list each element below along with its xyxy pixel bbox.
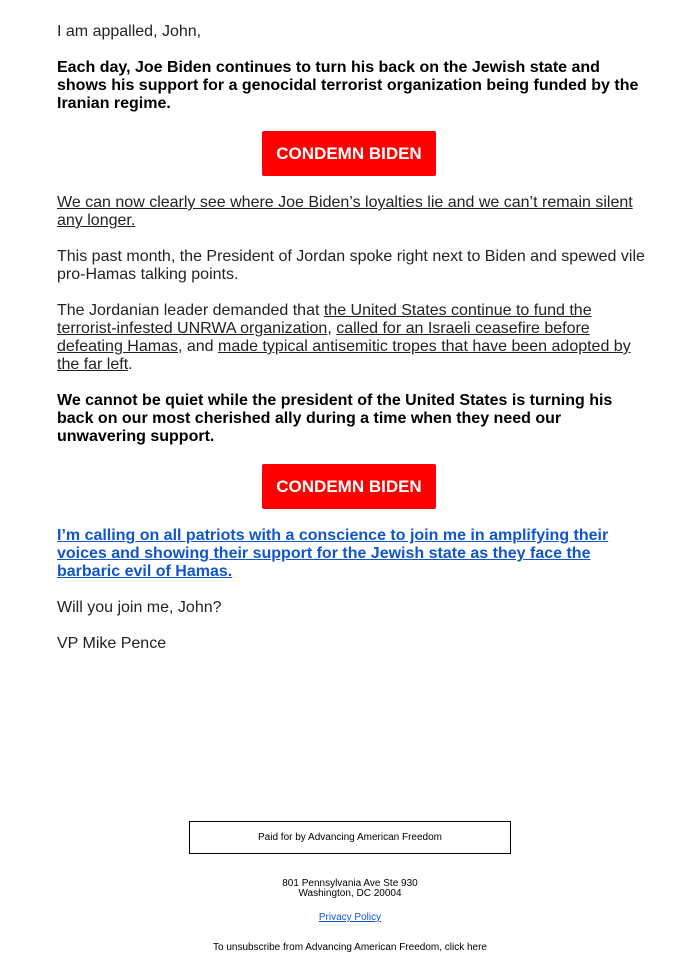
signature: VP Mike Pence xyxy=(57,635,167,652)
address-line-2: Washington, DC 20004 xyxy=(298,888,402,899)
condemn-biden-button[interactable]: CONDEMN BIDEN xyxy=(262,131,436,176)
jordan-paragraph xyxy=(57,302,647,374)
cta-wrapper-2 xyxy=(57,464,641,509)
unrwa-link[interactable]: the United States continue to fund the terrorist-infested UNRWA organization xyxy=(57,302,592,337)
cta-wrapper-1 xyxy=(57,131,641,176)
loyalties-paragraph xyxy=(57,194,647,230)
paid-for-box xyxy=(189,821,511,854)
quiet-paragraph: We cannot be quiet while the president of the United States is turning his back on our most cherished ally during a time when they need our unwavering support. xyxy=(57,392,613,445)
intro-paragraph: Each day, Joe Biden continues to turn his back on the Jewish state and shows his support for a genocidal terrorist organization being funded by the Iranian regime. xyxy=(57,59,639,112)
past-month-paragraph: This past month, the President of Jordan spoke right next to Biden and spewed vile pro-Hamas talking points. xyxy=(57,248,645,283)
address-line-1: 801 Pennsylvania Ave Ste 930 xyxy=(282,878,418,889)
loyalties-link[interactable]: We can now clearly see where Joe Biden’s loyalties lie and we can’t remain silent any longer. xyxy=(57,194,633,229)
jordan-prefix: The Jordanian leader demanded that xyxy=(57,302,324,319)
privacy-row xyxy=(0,913,700,923)
jordan-sep-2: , and xyxy=(177,338,218,355)
condemn-biden-button-2[interactable]: CONDEMN BIDEN xyxy=(262,464,436,509)
jordan-suffix: . xyxy=(128,356,133,373)
unsubscribe-text[interactable]: To unsubscribe from Advancing American Freedom, click here xyxy=(212,942,487,953)
patriots-link[interactable]: I’m calling on all patriots with a conscience to join me in amplifying their voices and showing their support for the Jewish state as they face the barbaric evil of Hamas. xyxy=(57,527,609,580)
join-question: Will you join me, John? xyxy=(57,599,222,616)
paid-for-text: Paid for by Advancing American Freedom xyxy=(258,832,442,843)
jordan-sep-1: , xyxy=(327,320,337,337)
privacy-policy-link[interactable]: Privacy Policy xyxy=(318,912,382,923)
ceasefire-link[interactable]: called for an Israeli ceasefire before defeating Hamas xyxy=(57,320,590,355)
greeting: I am appalled, John, xyxy=(57,23,202,40)
patriots-paragraph xyxy=(57,527,647,581)
tropes-link[interactable]: made typical antisemitic tropes that have been adopted by the far left xyxy=(57,338,631,373)
